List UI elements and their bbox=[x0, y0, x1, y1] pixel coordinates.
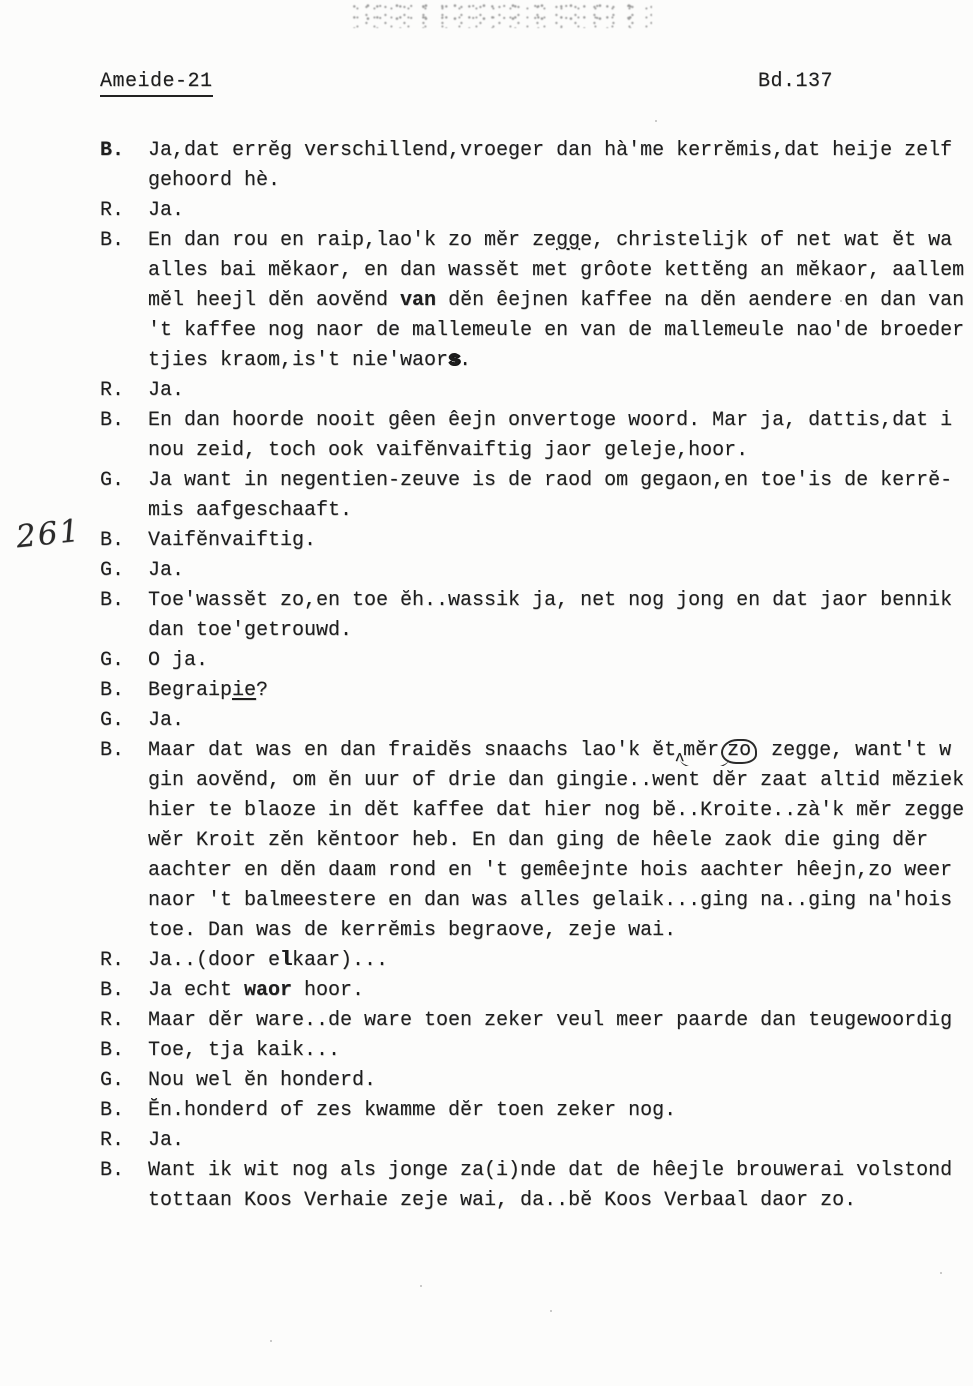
faded-stamp-smudge bbox=[352, 2, 652, 28]
transcript bbox=[100, 136, 973, 1216]
line-text: 't kaffee nog naor de mallemeule en van de mallemeule nao'de broeder bbox=[148, 319, 965, 342]
handwritten-margin-note: 261 bbox=[14, 512, 83, 556]
transcript-line bbox=[100, 1186, 973, 1216]
speaker-label: B. bbox=[100, 139, 125, 162]
transcript-line bbox=[100, 316, 973, 346]
line-text: mĕl heejl dĕn aovĕnd van dĕn êejnen kaffee na dĕn aendere en dan van bbox=[148, 289, 965, 312]
document-id-label: Ameide-21 bbox=[100, 70, 213, 97]
speaker-label bbox=[100, 916, 148, 946]
transcript-line bbox=[100, 346, 973, 376]
speaker-label bbox=[100, 826, 148, 856]
transcript-line bbox=[100, 946, 973, 976]
transcript-line bbox=[100, 466, 973, 496]
speaker-label: B. bbox=[100, 229, 125, 252]
transcript-line bbox=[100, 886, 973, 916]
transcript-line bbox=[100, 286, 973, 316]
line-text: Ja. bbox=[148, 1129, 185, 1152]
speaker-label bbox=[100, 316, 148, 346]
line-text: tottaan Koos Verhaie zeje wai, da..bĕ Koos Verbaal daor zo. bbox=[148, 1189, 857, 1212]
speaker-label bbox=[100, 166, 148, 196]
annotation-underline: ie bbox=[232, 679, 257, 702]
line-text: Ja,dat errĕg verschillend,vroeger dan hà'me kerrĕmis,dat heije zelf bbox=[148, 139, 953, 162]
line-text: Toe'wassĕt zo,en toe ĕh..wassik ja, net nog jong en dat jaor bennik bbox=[148, 589, 953, 612]
transcript-line bbox=[100, 766, 973, 796]
transcript-line bbox=[100, 406, 973, 436]
scan-speck bbox=[655, 120, 657, 122]
transcript-line bbox=[100, 496, 973, 526]
line-text: naor 't balmeestere en dan was alles gelaik...ging na..ging na'hois bbox=[148, 889, 953, 912]
line-text: Ja. bbox=[148, 709, 185, 732]
line-text: Nou wel ĕn honderd. bbox=[148, 1069, 377, 1092]
scan-speck bbox=[420, 1285, 422, 1287]
line-text: aachter en dĕn daam rond en 't gemêejnte hois aachter hêejn,zo weer bbox=[148, 859, 953, 882]
annotation-scribble: s bbox=[448, 349, 460, 372]
line-text: hier te blaoze in dĕt kaffee dat hier nog bĕ..Kroite..zà'k mĕr zegge bbox=[148, 799, 965, 822]
line-text: Maar dĕr ware..de ware toen zeker veul meer paarde dan teugewoordig bbox=[148, 1009, 953, 1032]
line-text: Ja..(door elkaar)... bbox=[148, 949, 389, 972]
line-text: toe. Dan was de kerrĕmis begraove, zeje wai. bbox=[148, 919, 677, 942]
line-text: wĕr Kroit zĕn kĕntoor heb. En dan ging de hêele zaok die ging dĕr bbox=[148, 829, 929, 852]
line-text: Vaifĕnvaiftig. bbox=[148, 529, 317, 552]
speaker-label: R. bbox=[100, 199, 125, 222]
speaker-label bbox=[100, 796, 148, 826]
line-text: En dan rou en raip,lao'k zo mĕr zegge, christelijk of net wat ĕt wa bbox=[148, 229, 953, 252]
speaker-label: G. bbox=[100, 709, 125, 732]
transcript-line bbox=[100, 856, 973, 886]
line-text: nou zeid, toch ook vaifĕnvaiftig jaor geleje,hoor. bbox=[148, 439, 749, 462]
annotation-underline: gg bbox=[556, 229, 581, 252]
line-text: gin aovĕnd, om ĕn uur of drie dan gingie..went dĕr zaat altid mĕziek bbox=[148, 769, 965, 792]
speaker-label bbox=[100, 256, 148, 286]
line-text: Want ik wit nog als jonge za(i)nde dat de hêejle brouwerai volstond bbox=[148, 1159, 953, 1182]
line-text: tjies kraom,is't nie'waors. bbox=[148, 349, 472, 372]
transcript-line bbox=[100, 976, 973, 1006]
transcript-line bbox=[100, 916, 973, 946]
speaker-label bbox=[100, 886, 148, 916]
transcript-line bbox=[100, 796, 973, 826]
line-text: Ĕn.honderd of zes kwamme dĕr toen zeker nog. bbox=[148, 1099, 677, 1122]
speaker-label: G. bbox=[100, 559, 125, 582]
line-text: alles bai mĕkaor, en dan wassĕt met grôote kettĕng an mĕkaor, aallem bbox=[148, 259, 965, 282]
transcript-line bbox=[100, 166, 973, 196]
transcript-line bbox=[100, 676, 973, 706]
transcript-line bbox=[100, 1036, 973, 1066]
line-text: Ja. bbox=[148, 559, 185, 582]
line-text: Ja. bbox=[148, 379, 185, 402]
transcript-line bbox=[100, 706, 973, 736]
scan-speck bbox=[940, 1272, 942, 1274]
speaker-label: R. bbox=[100, 379, 125, 402]
line-text: mis aafgeschaaft. bbox=[148, 499, 353, 522]
transcript-line bbox=[100, 1066, 973, 1096]
line-text: gehoord hè. bbox=[148, 169, 281, 192]
line-text: En dan hoorde nooit gêen êejn onvertoge woord. Mar ja, dattis,dat i bbox=[148, 409, 953, 432]
line-text: O ja. bbox=[148, 649, 209, 672]
transcript-line bbox=[100, 376, 973, 406]
line-text: Ja want in negentien-zeuve is de raod om gegaon,en toe'is de kerrĕ- bbox=[148, 469, 953, 492]
annotation-caret: ʌ bbox=[675, 749, 685, 766]
line-text: Maar dat was en dan fraidĕs snaachs lao'k ĕtʌmĕr zo zegge, want't w bbox=[148, 736, 973, 766]
transcript-line bbox=[100, 736, 973, 766]
line-text: Toe, tja kaik... bbox=[148, 1039, 341, 1062]
annotation-overstrike: l bbox=[280, 949, 293, 972]
speaker-label bbox=[100, 616, 148, 646]
speaker-label: B. bbox=[100, 409, 125, 432]
speaker-label bbox=[100, 496, 148, 526]
speaker-label bbox=[100, 856, 148, 886]
speaker-label: R. bbox=[100, 949, 125, 972]
transcript-line bbox=[100, 136, 973, 166]
speaker-label: B. bbox=[100, 1159, 125, 1182]
transcript-line bbox=[100, 556, 973, 586]
speaker-label bbox=[100, 286, 148, 316]
annotation-bold: van bbox=[400, 289, 437, 312]
speaker-label: R. bbox=[100, 1009, 125, 1032]
speaker-label: B. bbox=[100, 979, 125, 1002]
speaker-label: G. bbox=[100, 649, 125, 672]
speaker-label: R. bbox=[100, 1129, 125, 1152]
transcript-line bbox=[100, 1156, 973, 1186]
speaker-label: B. bbox=[100, 529, 125, 552]
speaker-label: B. bbox=[100, 1099, 125, 1122]
scan-speck bbox=[550, 1310, 552, 1312]
annotation-swoop: mĕr bbox=[683, 736, 719, 766]
transcript-line bbox=[100, 586, 973, 616]
speaker-label: G. bbox=[100, 1069, 125, 1092]
transcript-line bbox=[100, 226, 973, 256]
transcript-line bbox=[100, 526, 973, 556]
volume-label: Bd.137 bbox=[758, 70, 834, 93]
speaker-label bbox=[100, 346, 148, 376]
speaker-label bbox=[100, 766, 148, 796]
line-text: Begraipie? bbox=[148, 679, 269, 702]
transcript-line bbox=[100, 1126, 973, 1156]
transcript-line bbox=[100, 436, 973, 466]
speaker-label: B. bbox=[100, 589, 125, 612]
transcript-line bbox=[100, 196, 973, 226]
line-text: dan toe'getrouwd. bbox=[148, 619, 353, 642]
speaker-label bbox=[100, 1186, 148, 1216]
transcript-line bbox=[100, 826, 973, 856]
line-text: Ja. bbox=[148, 199, 185, 222]
speaker-label: G. bbox=[100, 469, 125, 492]
transcript-line bbox=[100, 646, 973, 676]
speaker-label: B. bbox=[100, 739, 125, 762]
speaker-label: B. bbox=[100, 1039, 125, 1062]
transcript-line bbox=[100, 1096, 973, 1126]
scan-speck bbox=[270, 1340, 272, 1342]
transcript-line bbox=[100, 616, 973, 646]
annotation-bold: waor bbox=[244, 979, 293, 1002]
transcript-line bbox=[100, 1006, 973, 1036]
annotation-circled: zo bbox=[721, 739, 757, 764]
transcript-line bbox=[100, 256, 973, 286]
line-text: Ja echt waor hoor. bbox=[148, 979, 365, 1002]
speaker-label bbox=[100, 436, 148, 466]
speaker-label: B. bbox=[100, 679, 125, 702]
